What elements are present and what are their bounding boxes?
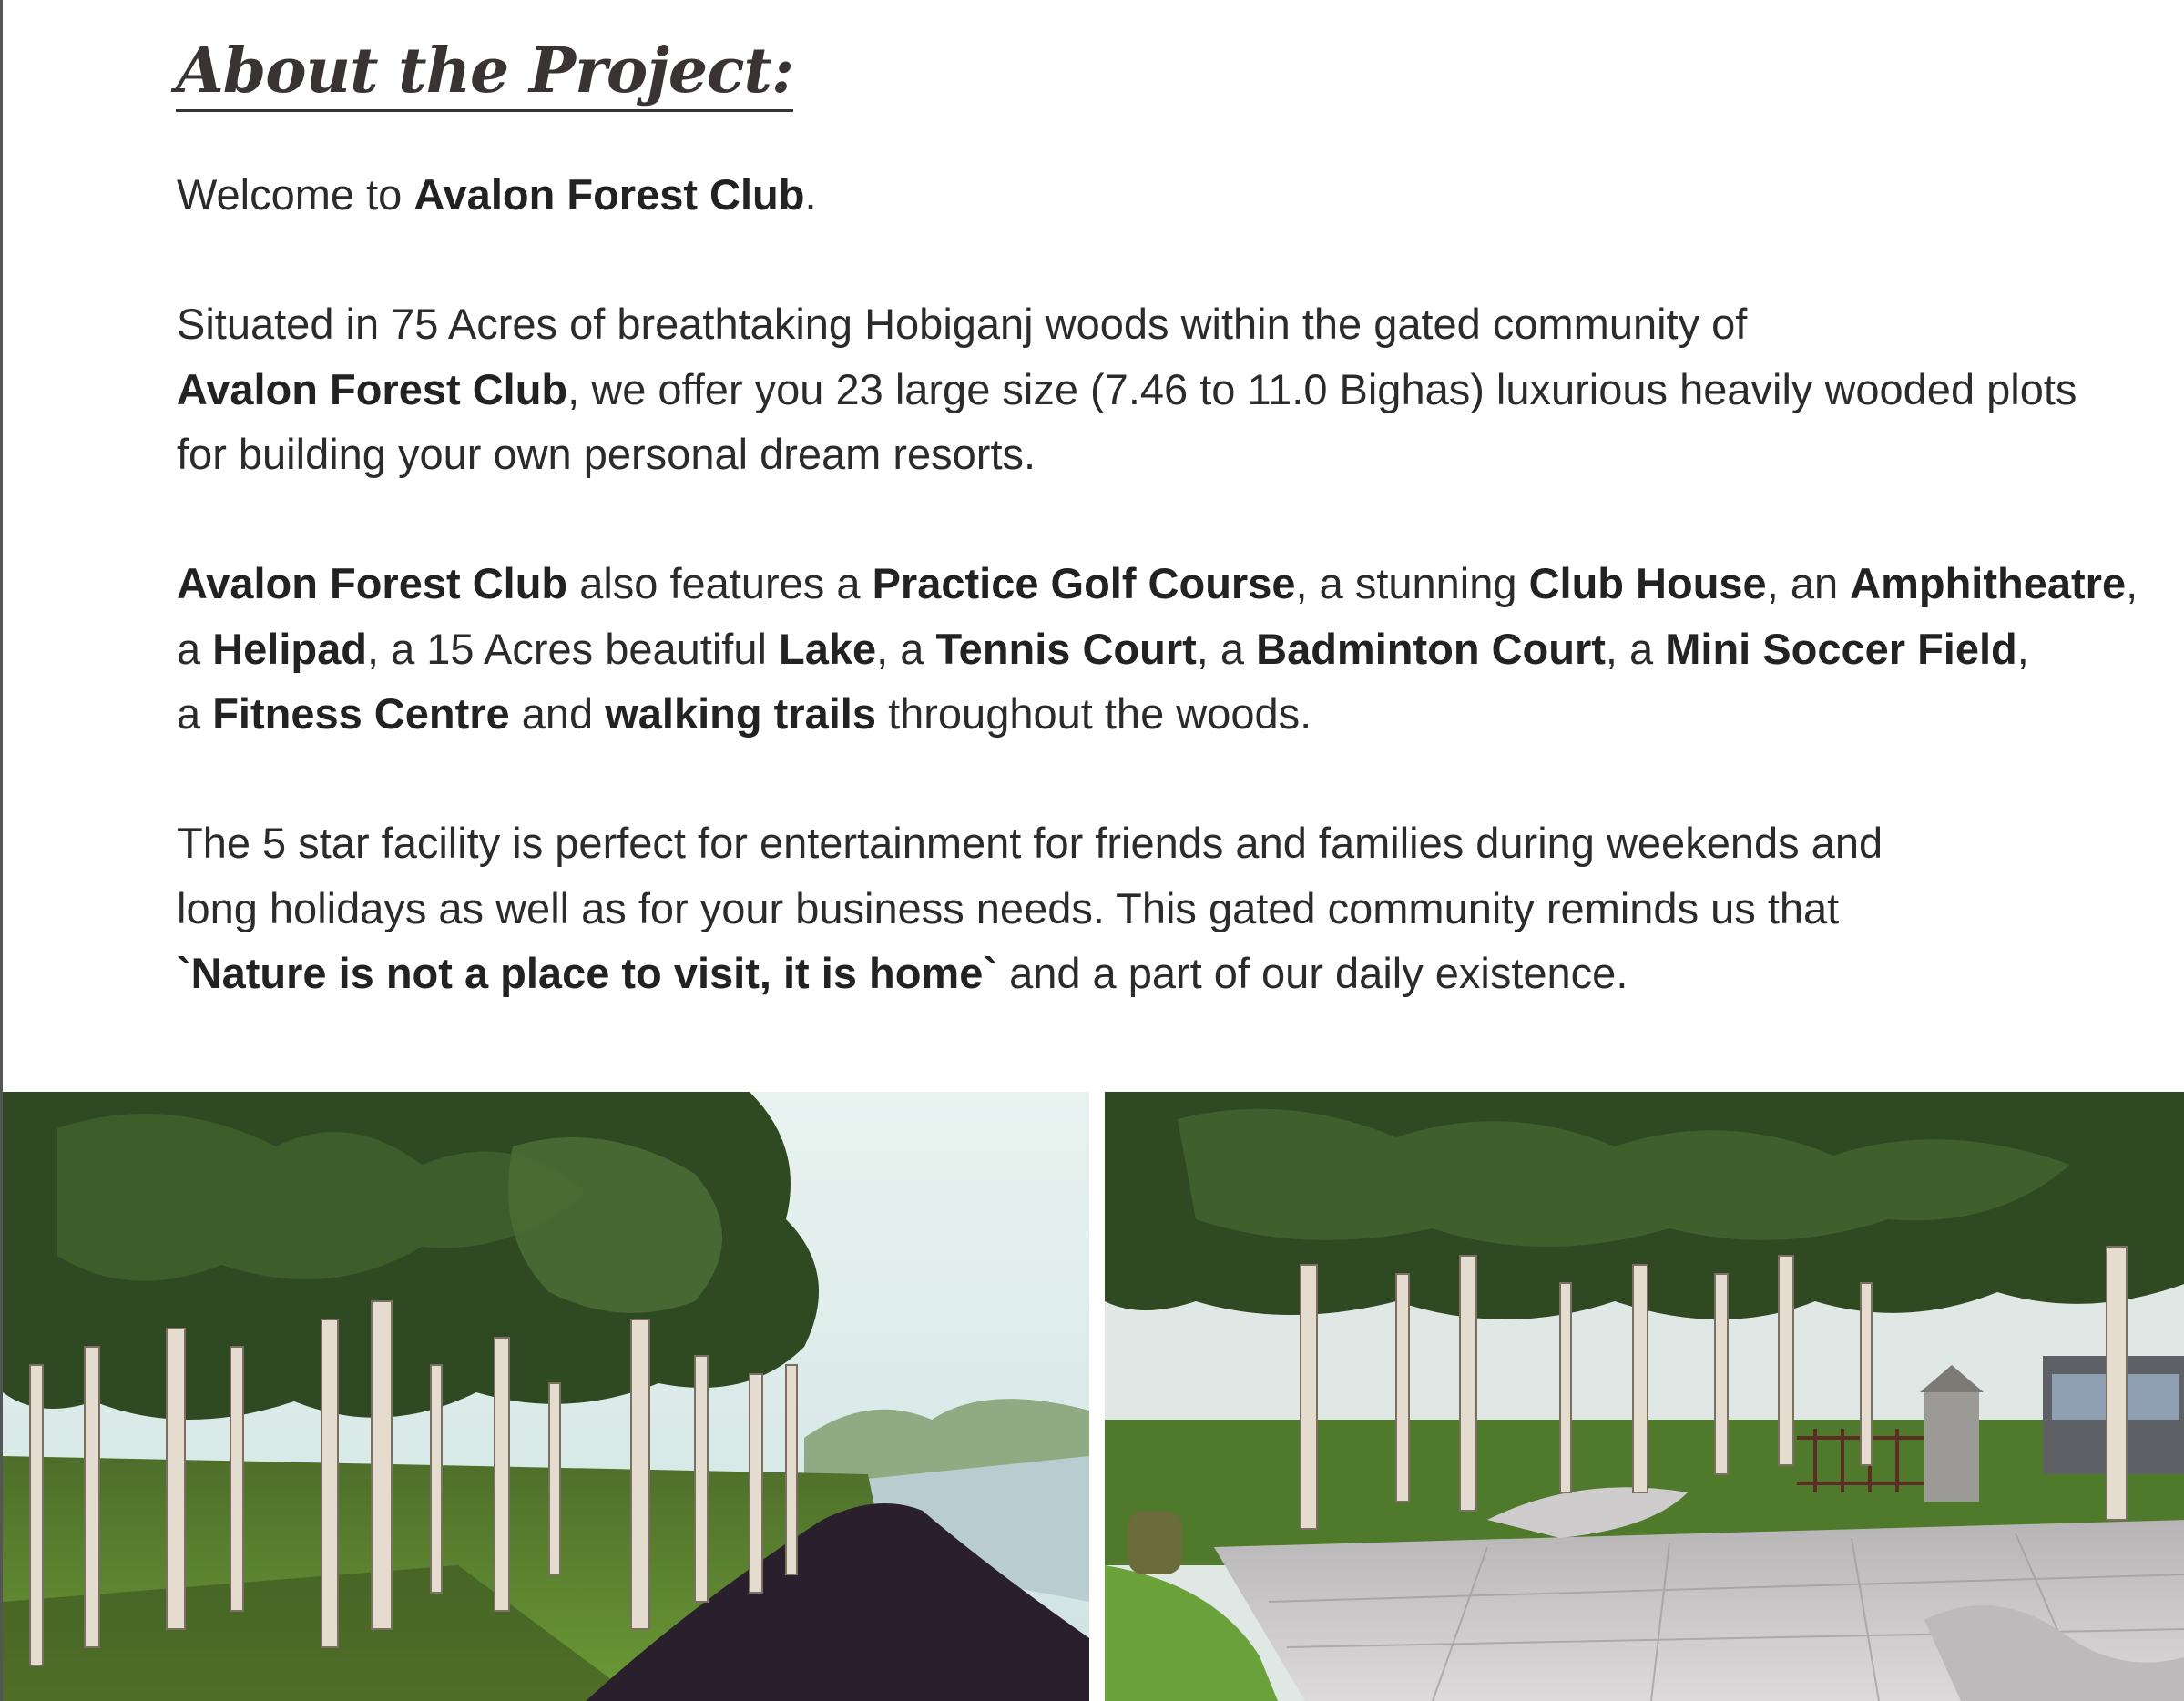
bold-run: Badminton Court xyxy=(1256,624,1606,673)
paragraph-line xyxy=(177,681,2089,747)
entrance-gate-image xyxy=(1105,1092,2184,1701)
paragraph-line: Situated in 75 Acres of breathtaking Hobiganj woods within the gated community of xyxy=(177,300,1748,348)
text-run: , a xyxy=(1605,624,1666,673)
facility-paragraph xyxy=(177,810,2089,1006)
paragraph-line xyxy=(177,616,2089,682)
bold-run: Mini Soccer Field xyxy=(1665,624,2017,673)
text-run: , xyxy=(2016,624,2029,673)
paragraph-line: The 5 star facility is perfect for entertainment for friends and families during weekends and xyxy=(177,819,1883,867)
text-run: and xyxy=(509,689,606,738)
text-run: , a xyxy=(876,624,936,673)
bold-run: Avalon Forest Club xyxy=(413,170,805,219)
features-paragraph xyxy=(177,551,2138,747)
text-run: , a xyxy=(1196,624,1257,673)
bold-quote: `Nature is not a place to visit, it is home` xyxy=(177,949,998,997)
paragraph-line: long holidays as well as for your business needs. This gated community reminds us that xyxy=(177,883,1840,932)
text-run: also features a xyxy=(567,559,873,607)
paragraph-line xyxy=(177,357,2089,423)
bold-run: Avalon Forest Club xyxy=(177,559,568,607)
text-run: , an xyxy=(1766,559,1851,607)
text-run: , a 15 Acres beautiful xyxy=(366,624,779,673)
text-run: , we offer you 23 large size (7.46 to 11.0 Bighas) luxurious heavily wooded plots xyxy=(567,364,2077,413)
text-run: , a stunning xyxy=(1295,559,1529,607)
bold-run: Amphitheatre xyxy=(1850,559,2127,607)
paragraph-line xyxy=(177,941,2089,1006)
text-run: and a part of our daily existence. xyxy=(997,949,1628,997)
paragraph-line xyxy=(177,551,2138,616)
location-paragraph xyxy=(177,291,2089,487)
text-run: throughout the woods. xyxy=(876,689,1312,738)
text-run: Welcome to xyxy=(177,170,414,219)
bold-run: walking trails xyxy=(605,689,877,738)
text-run: , xyxy=(2126,559,2138,607)
bold-run: Tennis Court xyxy=(935,624,1197,673)
entrance-gate-photo xyxy=(1105,1092,2184,1701)
text-run: . xyxy=(804,170,817,219)
welcome-paragraph xyxy=(177,162,2089,228)
text-run: a xyxy=(177,689,213,738)
bold-run: Helipad xyxy=(212,624,367,673)
forest-lake-image xyxy=(3,1092,1089,1701)
text-run: a xyxy=(177,624,213,673)
bold-run: Practice Golf Course xyxy=(872,559,1296,607)
forest-lake-photo xyxy=(3,1092,1089,1701)
welcome-line xyxy=(177,162,2089,228)
bold-run: Fitness Centre xyxy=(212,689,510,738)
bold-run: Club House xyxy=(1528,559,1767,607)
paragraph-line: for building your own personal dream resorts. xyxy=(177,430,1036,478)
bold-run: Avalon Forest Club xyxy=(177,364,568,413)
bold-run: Lake xyxy=(778,624,877,673)
section-heading: About the Project: xyxy=(176,35,793,112)
